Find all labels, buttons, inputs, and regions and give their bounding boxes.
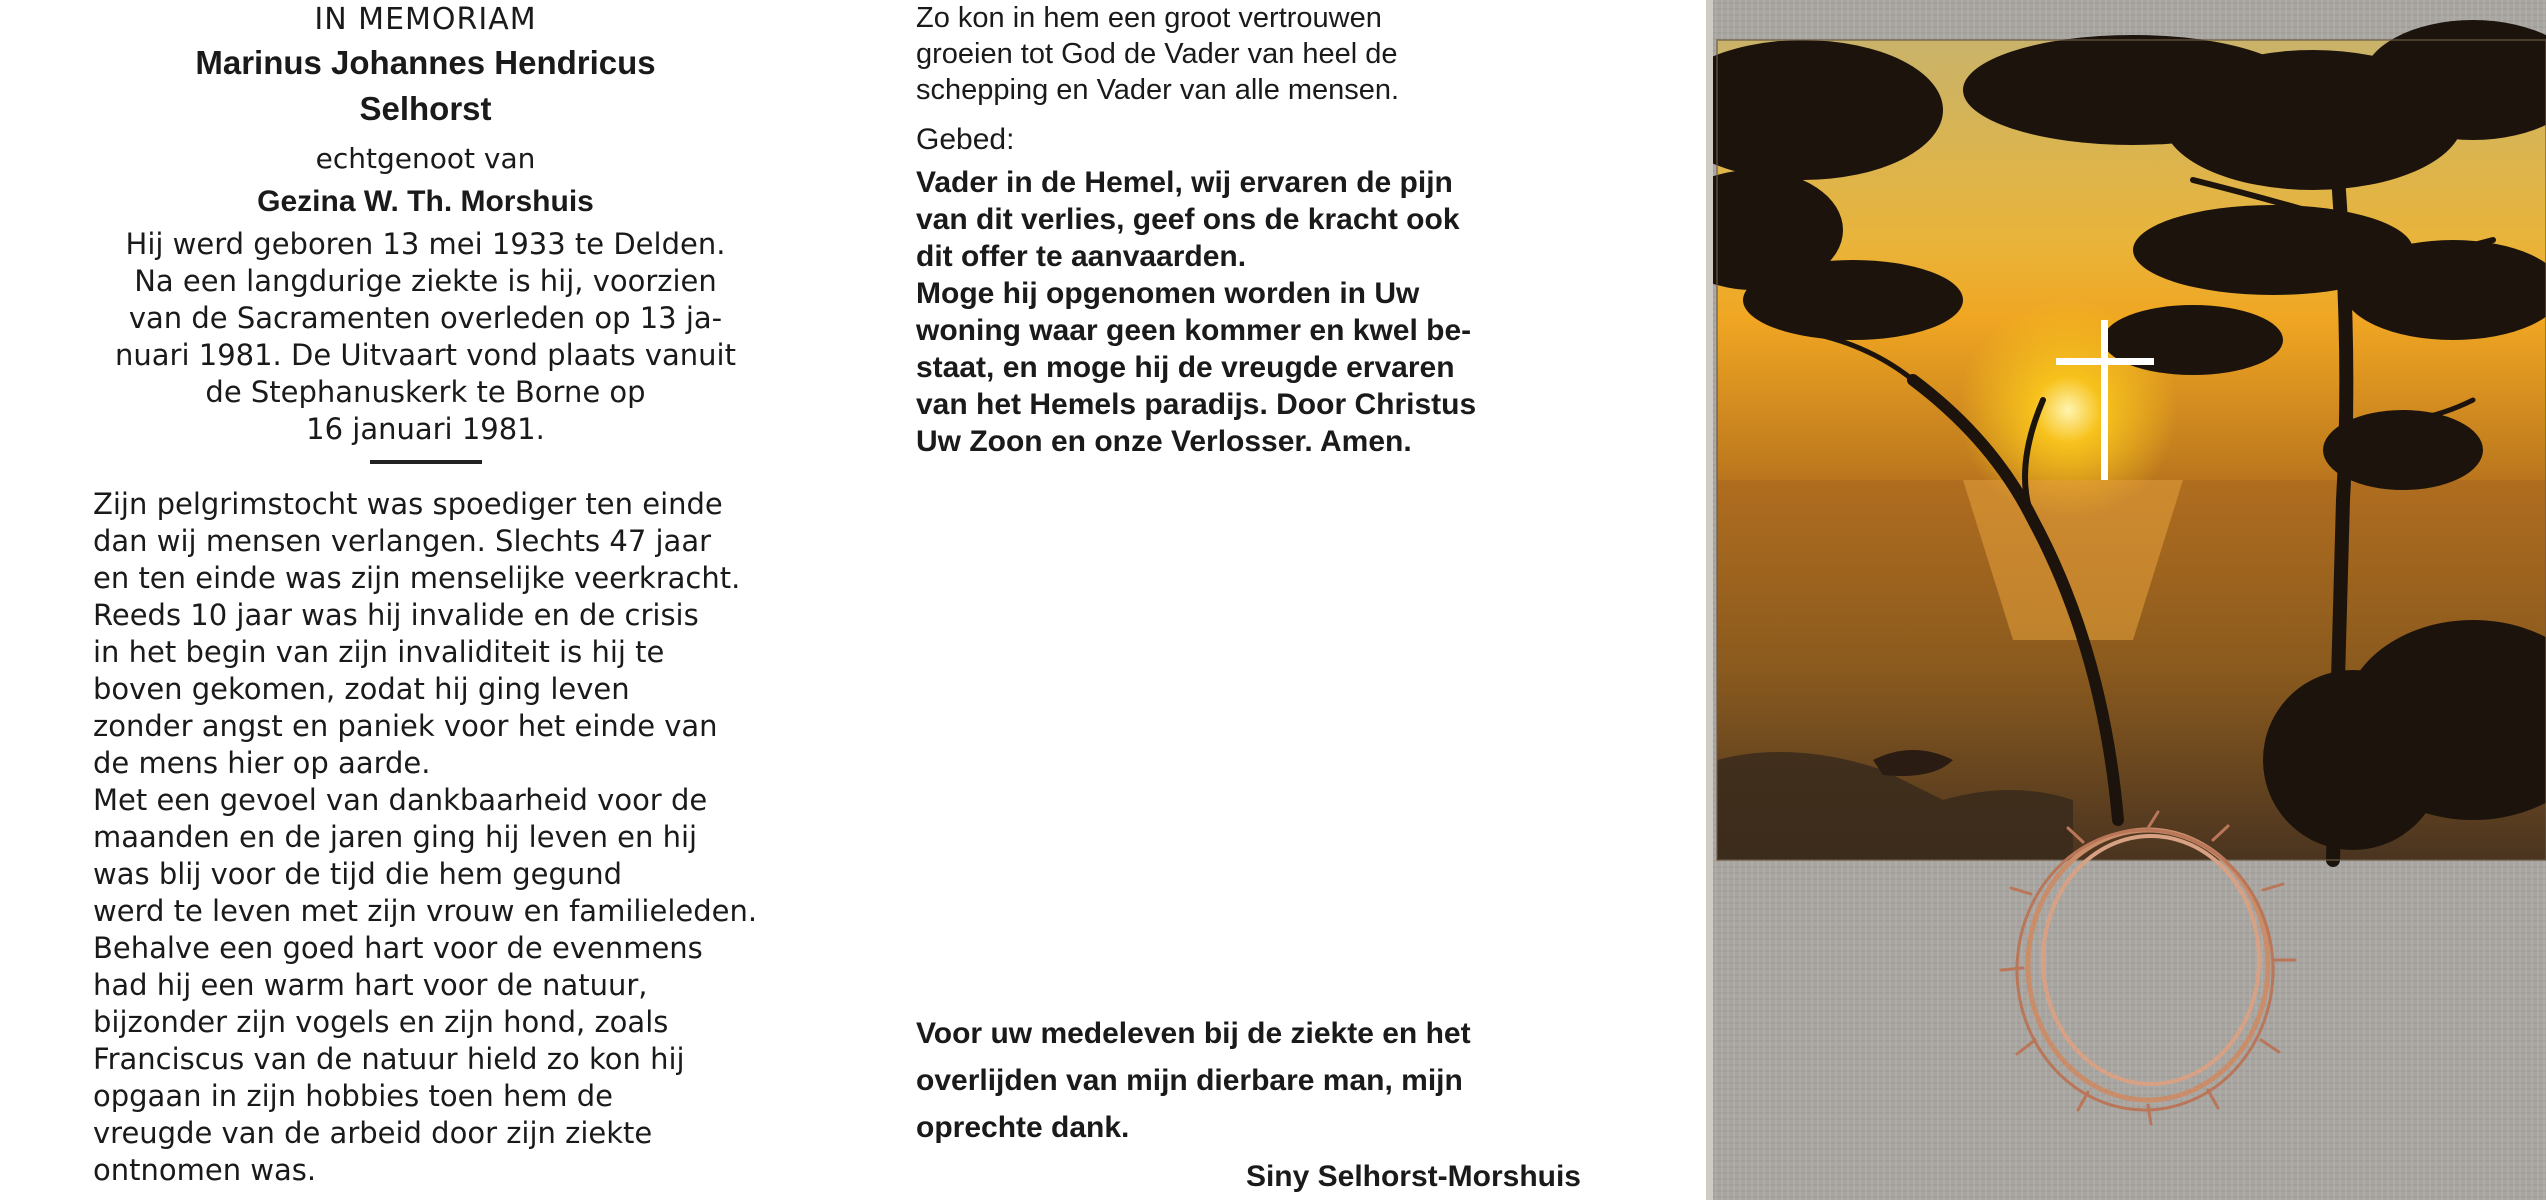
bio-line: de Stephanuskerk te Borne op	[205, 375, 646, 409]
divider	[370, 460, 482, 464]
prayer-line: Moge hij opgenomen worden in Uw	[916, 277, 1420, 310]
photo-panel	[1713, 0, 2546, 1200]
story-line: vreugde van de arbeid door zijn ziekte	[93, 1116, 653, 1150]
story-line: Reeds 10 jaar was hij invalide en de crisis	[93, 598, 699, 632]
story-line: Zijn pelgrimstocht was spoediger ten einde	[93, 487, 723, 521]
story-line: ontnomen was.	[93, 1153, 317, 1187]
story-line: in het begin van zijn invaliditeit is hij te	[93, 635, 665, 669]
prayer-line: Vader in de Hemel, wij ervaren de pijn	[916, 166, 1453, 199]
story-line: de mens hier op aarde.	[93, 746, 431, 780]
deceased-name-line-2: Selhorst	[359, 90, 492, 127]
intro-block	[916, 0, 1581, 108]
bio-line: Na een langdurige ziekte is hij, voorzien	[134, 264, 717, 298]
prayer-line: van het Hemels paradijs. Door Christus	[916, 388, 1477, 421]
sunset-photo	[1713, 0, 2546, 1200]
prayer-line: staat, en moge hij de vreugde ervaren	[916, 351, 1455, 384]
bio-line: nuari 1981. De Uitvaart vond plaats vanuit	[115, 338, 736, 372]
story-line: maanden en de jaren ging hij leven en hij	[93, 820, 698, 854]
spouse-label: echtgenoot van	[315, 142, 536, 175]
story-line: werd te leven met zijn vrouw en familieleden.	[93, 894, 758, 928]
story-line: had hij een warm hart voor de natuur,	[93, 968, 648, 1002]
story-line: zonder angst en paniek voor het einde van	[93, 709, 718, 743]
left-column	[93, 0, 758, 1189]
story-line: boven gekomen, zodat hij ging leven	[93, 672, 630, 706]
bio-line: Hij werd geboren 13 mei 1933 te Delden.	[125, 227, 726, 261]
story-line: en ten einde was zijn menselijke veerkracht.	[93, 561, 741, 595]
life-story-block	[93, 486, 758, 1189]
thanks-line: Voor uw medeleven bij de ziekte en het	[916, 1017, 1471, 1050]
spouse-name: Gezina W. Th. Morshuis	[257, 185, 594, 218]
intro-line: schepping en Vader van alle mensen.	[916, 74, 1400, 106]
intro-line: Zo kon in hem een groot vertrouwen	[916, 2, 1382, 34]
prayer-heading: Gebed:	[916, 123, 1015, 156]
story-line: opgaan in zijn hobbies toen hem de	[93, 1079, 613, 1113]
story-line: Met een gevoel van dankbaarheid voor de	[93, 783, 708, 817]
story-line: Behalve een goed hart voor de evenmens	[93, 931, 703, 965]
prayer-line: dit offer te aanvaarden.	[916, 240, 1247, 273]
middle-column	[916, 0, 1581, 1193]
biography-block	[93, 226, 758, 448]
prayer-block	[916, 164, 1581, 460]
thanks-line: oprechte dank.	[916, 1111, 1130, 1144]
story-line: was blij voor de tijd die hem gegund	[93, 857, 623, 891]
story-line: Franciscus van de natuur hield zo kon hij	[93, 1042, 685, 1076]
bio-line: 16 januari 1981.	[306, 412, 545, 446]
thanks-line: overlijden van mijn dierbare man, mijn	[916, 1064, 1463, 1097]
thanks-block	[916, 1010, 1581, 1151]
prayer-line: van dit verlies, geef ons de kracht ook	[916, 203, 1460, 236]
prayer-line: woning waar geen kommer en kwel be-	[916, 314, 1472, 347]
story-line: dan wij mensen verlangen. Slechts 47 jaar	[93, 524, 712, 558]
intro-line: groeien tot God de Vader van heel de	[916, 38, 1398, 70]
signature: Siny Selhorst-Morshuis	[1245, 1160, 1581, 1193]
prayer-line: Uw Zoon en onze Verlosser. Amen.	[916, 425, 1412, 458]
card-header	[93, 0, 758, 224]
bio-line: van de Sacramenten overleden op 13 ja-	[128, 301, 723, 335]
photo-image	[1713, 20, 2546, 860]
deceased-name-line-1: Marinus Johannes Hendricus	[195, 44, 656, 81]
in-memoriam-heading: IN MEMORIAM	[314, 2, 537, 37]
story-line: bijzonder zijn vogels en zijn hond, zoals	[93, 1005, 669, 1039]
